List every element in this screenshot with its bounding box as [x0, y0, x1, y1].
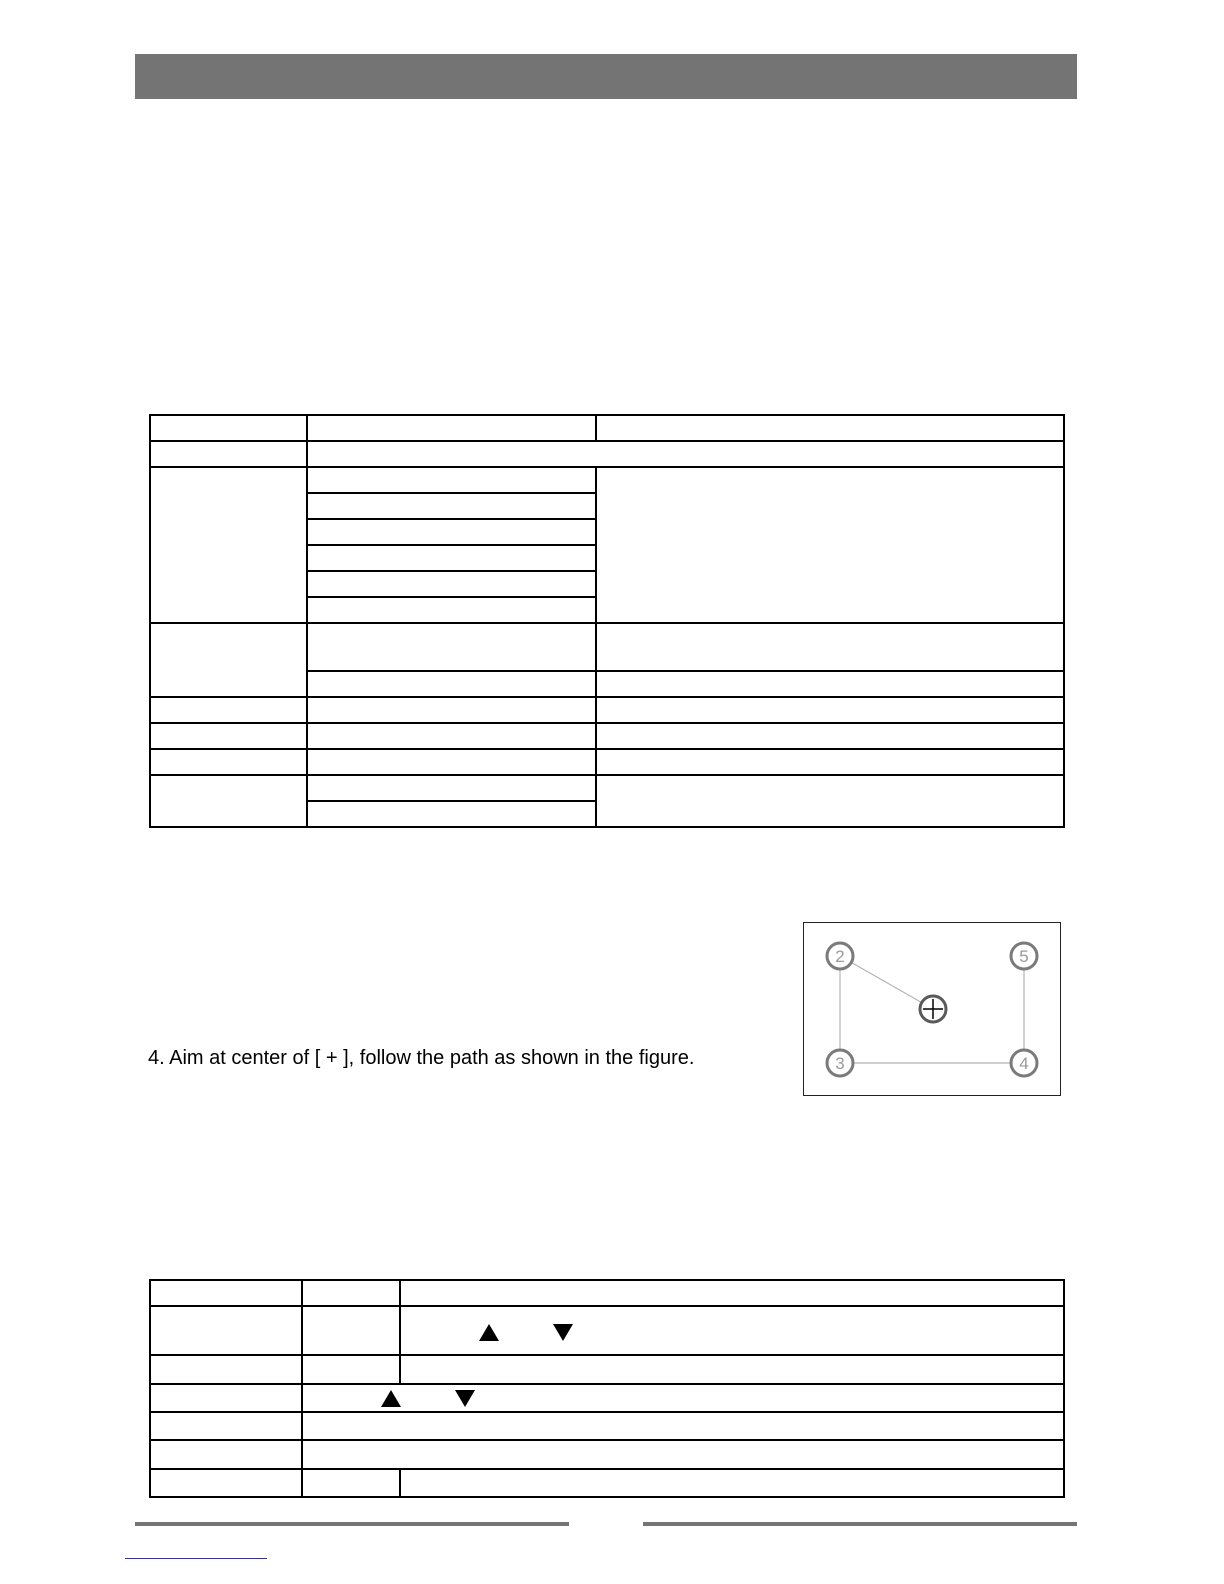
table-cell [596, 749, 1064, 775]
table-cell [150, 467, 307, 623]
table-cell [150, 1440, 302, 1469]
table-row [150, 1469, 1064, 1497]
point-label: 2 [835, 947, 845, 966]
table-cell [150, 623, 307, 697]
calibration-point-4 [1011, 1050, 1037, 1076]
table-row [150, 1440, 1064, 1469]
table-cell [150, 775, 307, 827]
table-row [150, 1384, 1064, 1412]
footer-link-underline[interactable] [125, 1558, 267, 1559]
table-row [150, 623, 1064, 671]
table-cell [596, 415, 1064, 441]
table-row [150, 1306, 1064, 1355]
table-row [150, 467, 1064, 493]
calibration-point-2 [827, 943, 853, 969]
table-cell [307, 519, 596, 545]
point-label: 4 [1019, 1054, 1029, 1073]
crosshair-plus-icon [920, 996, 946, 1022]
footer-rule-right [643, 1522, 1077, 1526]
table-cell [307, 775, 596, 801]
table-cell [307, 623, 596, 671]
table-cell [302, 1412, 1064, 1440]
footer-rule-left [135, 1522, 569, 1526]
point-label: 3 [835, 1054, 845, 1073]
table-cell [150, 1280, 302, 1306]
table-cell [596, 775, 1064, 827]
table-cell [150, 749, 307, 775]
table-cell [400, 1469, 1064, 1497]
table-cell [307, 723, 596, 749]
table-cell [400, 1280, 1064, 1306]
table-cell [307, 571, 596, 597]
table-cell [302, 1280, 400, 1306]
table-row [150, 1280, 1064, 1306]
table-row [150, 1412, 1064, 1440]
table-cell [307, 801, 596, 827]
table-cell [307, 467, 596, 493]
table-cell [307, 697, 596, 723]
table-cell [596, 467, 1064, 623]
table-cell [150, 441, 307, 467]
table-cell [596, 623, 1064, 671]
calibration-instruction: 4. Aim at center of [ + ], follow the path as shown in the figure. [148, 1047, 695, 1069]
table-cell [307, 441, 1064, 467]
table-row [150, 723, 1064, 749]
table-cell [596, 697, 1064, 723]
table-cell [150, 1469, 302, 1497]
table-row [150, 749, 1064, 775]
table-cell [150, 1306, 302, 1355]
table-row [150, 775, 1064, 801]
calibration-point-5 [1011, 943, 1037, 969]
table-cell [307, 415, 596, 441]
triangle-up-icon [381, 1390, 401, 1407]
button-functions-table [149, 1279, 1065, 1498]
triangle-down-icon [553, 1324, 573, 1341]
table-row [150, 697, 1064, 723]
table-row [150, 415, 1064, 441]
table-cell [596, 723, 1064, 749]
point-label: 5 [1019, 947, 1029, 966]
header-bar [135, 54, 1077, 99]
calibration-path-figure [803, 922, 1061, 1096]
calibration-path-diagram [804, 923, 1060, 1095]
table-cell [302, 1469, 400, 1497]
table-cell [302, 1384, 1064, 1412]
table-row [150, 1355, 1064, 1384]
table-cell [307, 671, 596, 697]
table-cell [307, 545, 596, 571]
table-cell [150, 723, 307, 749]
triangle-up-icon [479, 1324, 499, 1341]
calibration-point-3 [827, 1050, 853, 1076]
table-cell [307, 597, 596, 623]
table-cell [302, 1355, 400, 1384]
table-cell [150, 1412, 302, 1440]
table-cell [150, 415, 307, 441]
table-cell [307, 493, 596, 519]
path-segment [840, 956, 933, 1009]
table-cell [150, 1355, 302, 1384]
table-cell [596, 671, 1064, 697]
table-row [150, 441, 1064, 467]
table-cell [302, 1440, 1064, 1469]
table-cell [400, 1355, 1064, 1384]
table-cell [307, 749, 596, 775]
table-cell [302, 1306, 400, 1355]
triangle-down-icon [455, 1390, 475, 1407]
table-cell [400, 1306, 1064, 1355]
table-cell [150, 1384, 302, 1412]
settings-table [149, 414, 1065, 828]
table-cell [150, 697, 307, 723]
